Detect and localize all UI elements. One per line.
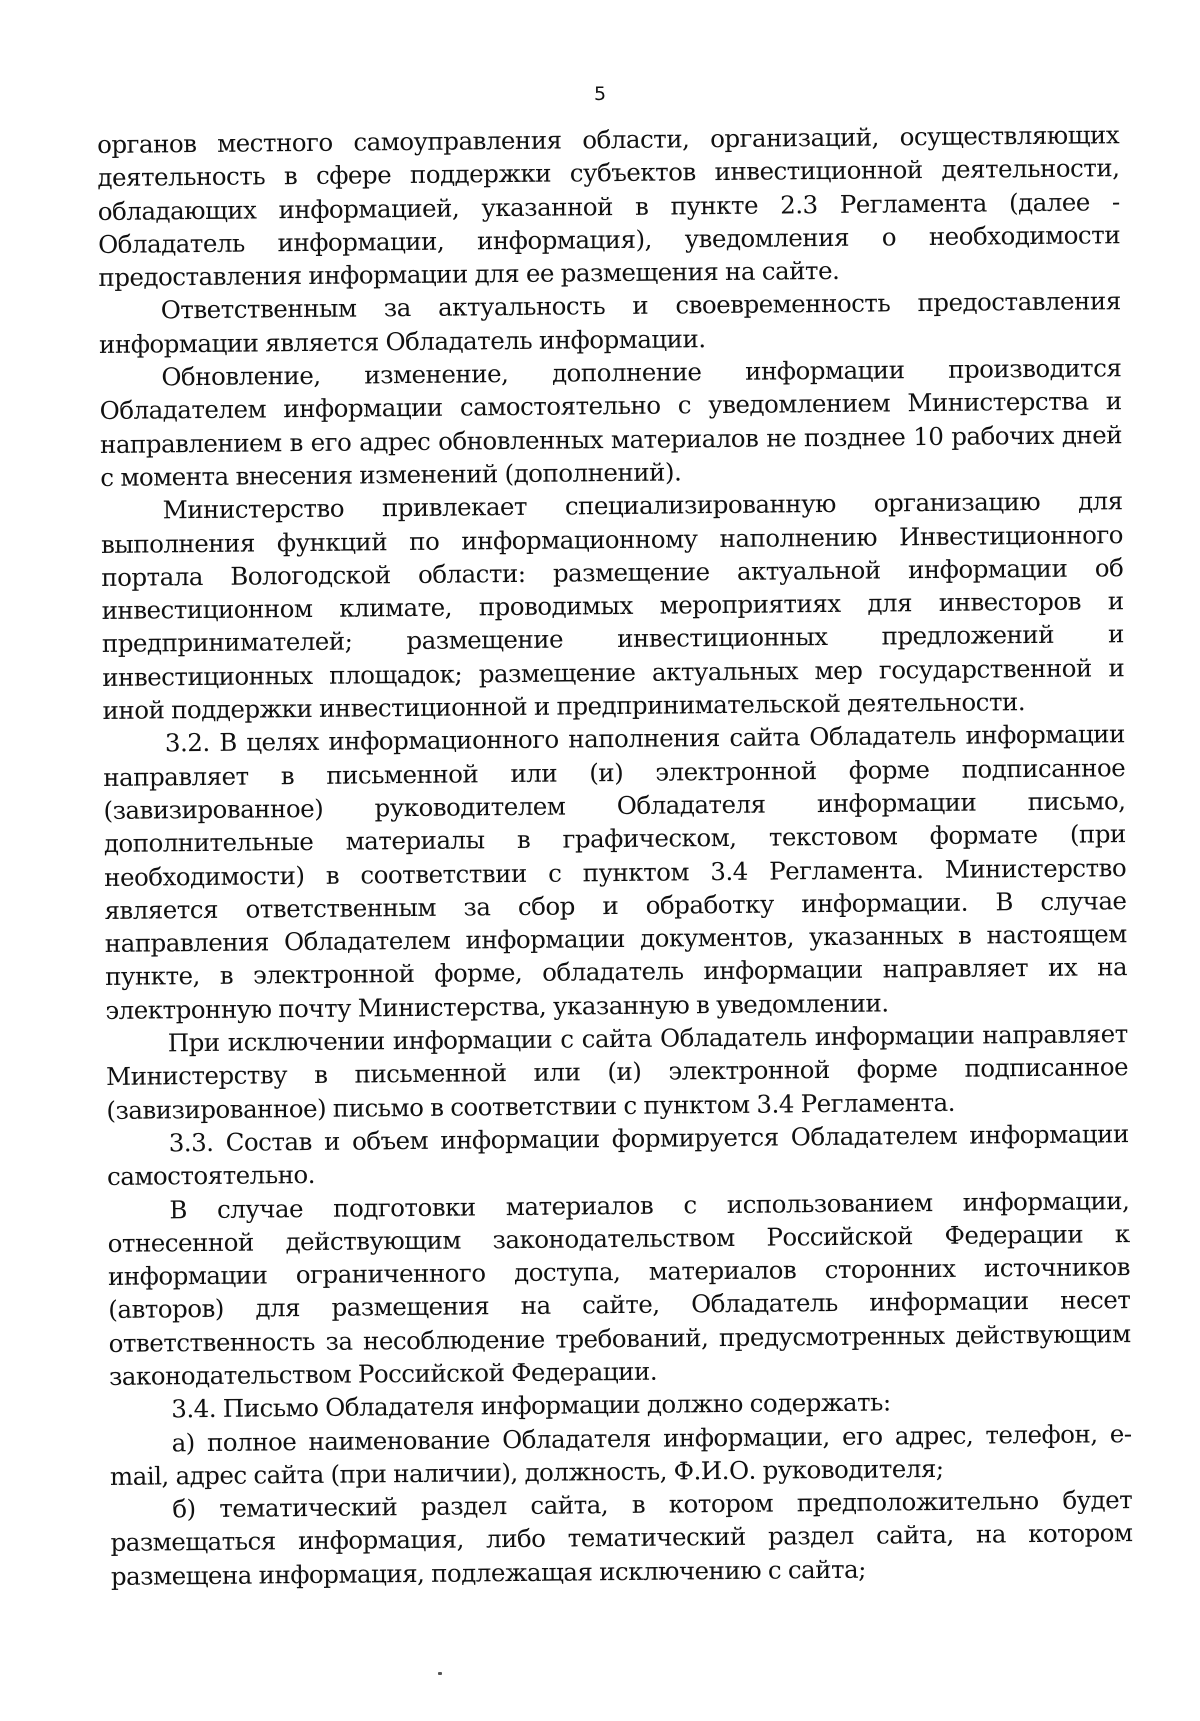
paragraph-responsibility: Ответственным за актуальность и своевременность предоставления информации является Обладатель информации. bbox=[98, 286, 1121, 359]
paragraph-ministry-organization: Министерство привлекает специализированную организацию для выполнения функций по информационному наполнению Инвестиционного портала Вологодской области: размещение актуальной информации об инвестиционном климате, проводимых мероприятиях для инвесторов и предпринимателей; размещение инвестиционных предложений и инвестиционных площадок; размещение актуальных мер государственной и иной поддержки инвестиционной и предпринимательской деятельности. bbox=[100, 486, 1125, 726]
list-item-a: а) полное наименование Обладателя информации, его адрес, телефон, e-mail, адрес сайта (при наличии), должность, Ф.И.О. руководителя; bbox=[109, 1418, 1132, 1491]
paragraph-3-2: 3.2. В целях информационного наполнения сайта Обладатель информации направляет в письменной или (и) электронной форме подписанное (завизированное) руководителем Обладателя информации письмо, дополнительные материалы в графическом, текстовом формате (при необходимости) в соответствии с пунктом 3.4 Регламента. Министерство является ответственным за сбор и обработку информации. В случае направления Обладателем информации документов, указанных в настоящем пункте, в электронной форме, обладатель информации направляет их на электронную почту Министерства, указанную в уведомлении. bbox=[103, 719, 1128, 1025]
paragraph-update: Обновление, изменение, дополнение информации производится Обладателем информации самостоятельно с уведомлением Министерства и направлением в его адрес обновленных материалов не позднее 10 рабочих дней с момента внесения изменений (дополнений). bbox=[99, 353, 1123, 492]
scan-artifact-dot bbox=[438, 1672, 442, 1675]
paragraph-continuation: органов местного самоуправления области, организаций, осуществляющих деятельность в сфере поддержки субъектов инвестиционной деятельности, обладающих информацией, указанной в пункте 2.3 Регламента (далее - Обладатель информации, информация), уведомления о необходимости предоставления информации для ее размещения на сайте. bbox=[97, 120, 1121, 293]
paragraph-3-3: 3.3. Состав и объем информации формируется Обладателем информации самостоятельно. bbox=[106, 1119, 1129, 1192]
paragraph-3-4: 3.4. Письмо Обладателя информации должно содержать: bbox=[171, 1387, 891, 1424]
document-body bbox=[97, 118, 1133, 1593]
list-item-b: б) тематический раздел сайта, в котором предположительно будет размещаться информация, либо тематический раздел сайта, на котором размещена информация, подлежащая исключению с сайта; bbox=[110, 1485, 1133, 1591]
paragraph-restricted-info: В случае подготовки материалов с использованием информации, отнесенной действующим законодательством Российской Федерации к информации ограниченного доступа, материалов сторонних источников (авторов) для размещения на сайте, Обладатель информации несет ответственность за несоблюдение требований, предусмотренных действующим законодательством Российской Федерации. bbox=[107, 1185, 1131, 1391]
page-number: 5 bbox=[593, 83, 607, 105]
paragraph-exclusion: При исключении информации с сайта Обладатель информации направляет Министерству в письменной или (и) электронной форме подписанное (завизированное) письмо в соответствии с пунктом 3.4 Регламента. bbox=[105, 1019, 1129, 1125]
